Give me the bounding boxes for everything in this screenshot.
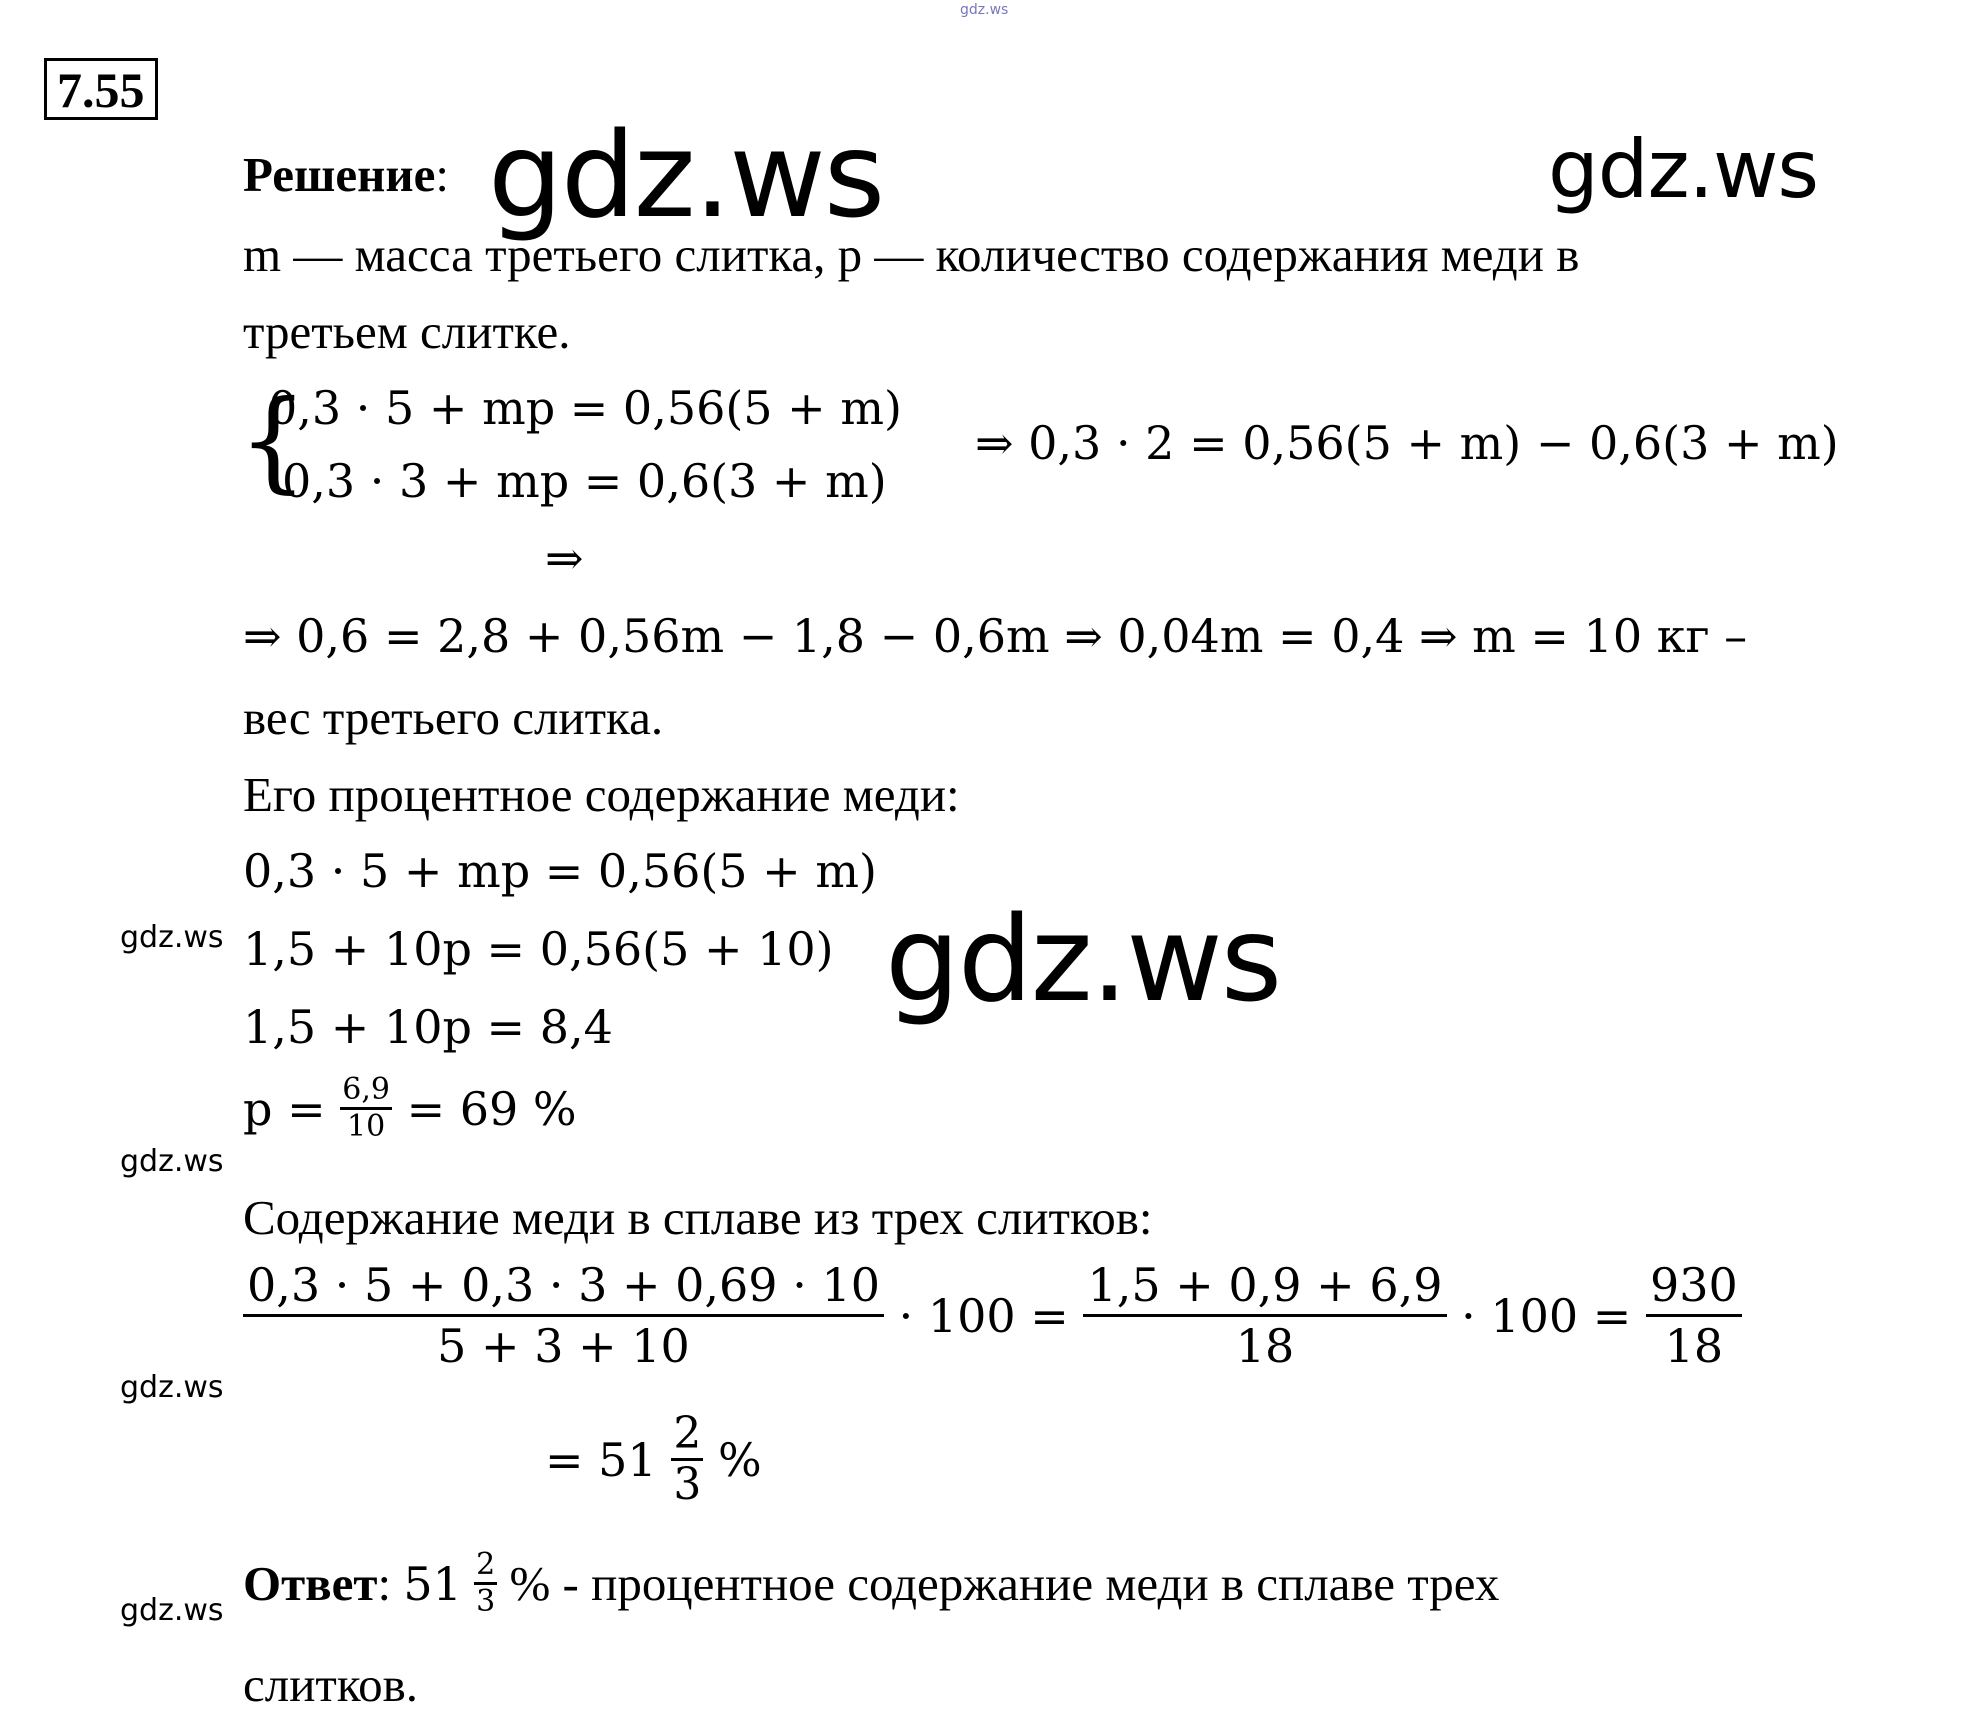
- alloy-result-percent: %: [717, 1432, 762, 1487]
- answer-line-2: слитков.: [243, 1657, 419, 1712]
- alloy-times-1: · 100 =: [898, 1288, 1069, 1343]
- answer-colon: :: [377, 1556, 392, 1611]
- percent-step-4: [243, 1072, 577, 1144]
- alloy-result: [545, 1408, 762, 1510]
- percent-heading: Его процентное содержание меди:: [243, 767, 960, 822]
- alloy-fraction-3-numerator: 930: [1646, 1262, 1742, 1317]
- system-brace: {: [238, 376, 308, 504]
- watermark-small-4: gdz.ws: [120, 1593, 224, 1628]
- solution-heading: [243, 147, 449, 202]
- percent-step-3: 1,5 + 10p = 8,4: [243, 1000, 613, 1054]
- alloy-times-2: · 100 =: [1461, 1288, 1632, 1343]
- alloy-fraction-1: [243, 1258, 884, 1373]
- intro-line-2: третьем слитке.: [243, 304, 571, 359]
- watermark-medium-top-right: gdz.ws: [1548, 123, 1819, 216]
- solution-colon: :: [435, 147, 449, 202]
- watermark-large-center: gdz.ws: [885, 890, 1281, 1028]
- answer-fraction-numerator: 2: [474, 1550, 497, 1585]
- intro-line-1: m — масса третьего слитка, p — количество содержания меди в: [243, 227, 1580, 282]
- alloy-calculation: [243, 1258, 1742, 1373]
- answer-whole: 51: [403, 1556, 462, 1611]
- solution-label: Решение: [243, 147, 436, 202]
- alloy-fraction-2-numerator: 1,5 + 0,9 + 6,9: [1083, 1262, 1446, 1317]
- watermark-small-3: gdz.ws: [120, 1370, 224, 1405]
- problem-number: 7.55: [44, 58, 158, 120]
- derivation-line-1: ⇒ 0,6 = 2,8 + 0,56m − 1,8 − 0,6m ⇒ 0,04m = 0,4 ⇒ m = 10 кг –: [243, 609, 1748, 663]
- alloy-result-numerator: 2: [673, 1408, 702, 1459]
- implies-arrow: ⇒: [545, 531, 584, 585]
- alloy-result-fraction: [671, 1408, 703, 1510]
- watermark-tiny: gdz.ws: [960, 2, 1009, 18]
- watermark-large-top: gdz.ws: [488, 106, 884, 244]
- p-rhs: = 69 %: [406, 1081, 577, 1136]
- system-equation-2: 0,3 · 3 + mp = 0,6(3 + m): [282, 454, 887, 508]
- system-implication: ⇒ 0,3 · 2 = 0,56(5 + m) − 0,6(3 + m): [975, 416, 1839, 470]
- alloy-fraction-2: [1083, 1258, 1446, 1373]
- answer-label: Ответ: [243, 1556, 378, 1611]
- answer-line: [243, 1547, 1500, 1619]
- alloy-result-denominator: 3: [673, 1459, 702, 1510]
- watermark-small-1: gdz.ws: [120, 920, 224, 955]
- p-fraction: [340, 1072, 392, 1144]
- alloy-fraction-3: [1646, 1258, 1742, 1373]
- answer-text: % - процентное содержание меди в сплаве трех: [509, 1556, 1500, 1611]
- p-fraction-numerator: 6,9: [340, 1075, 392, 1110]
- p-fraction-denominator: 10: [347, 1109, 386, 1144]
- watermark-small-2: gdz.ws: [120, 1144, 224, 1179]
- percent-step-1: 0,3 · 5 + mp = 0,56(5 + m): [243, 844, 877, 898]
- alloy-fraction-3-denominator: 18: [1664, 1319, 1724, 1373]
- system-equation-1: 0,3 · 5 + mp = 0,56(5 + m): [268, 381, 902, 435]
- alloy-fraction-1-numerator: 0,3 · 5 + 0,3 · 3 + 0,69 · 10: [243, 1262, 884, 1317]
- answer-fraction: [474, 1547, 497, 1619]
- p-lhs: p =: [243, 1081, 326, 1136]
- answer-fraction-denominator: 3: [476, 1584, 496, 1619]
- alloy-heading: Содержание меди в сплаве из трех слитков:: [243, 1190, 1153, 1245]
- percent-step-2: 1,5 + 10p = 0,56(5 + 10): [243, 922, 834, 976]
- alloy-result-equals: = 51: [545, 1432, 657, 1487]
- alloy-fraction-1-denominator: 5 + 3 + 10: [437, 1319, 690, 1373]
- derivation-line-2: вес третьего слитка.: [243, 690, 664, 745]
- alloy-fraction-2-denominator: 18: [1235, 1319, 1295, 1373]
